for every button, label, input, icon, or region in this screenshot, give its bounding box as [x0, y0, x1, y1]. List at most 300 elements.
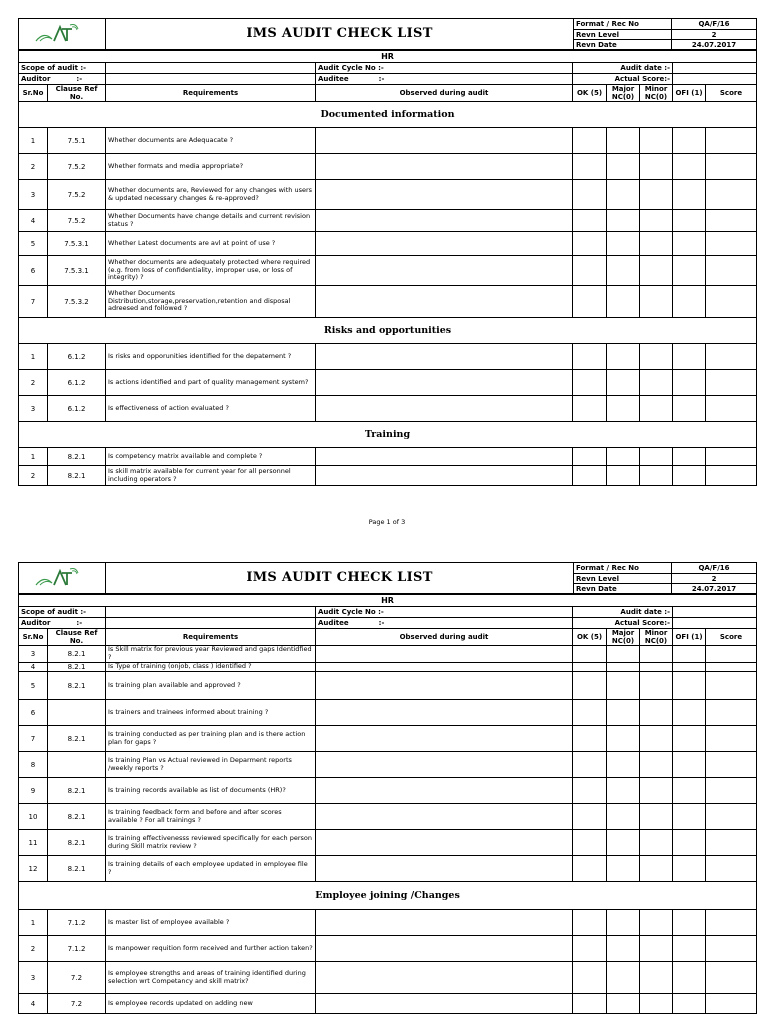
ok-cell[interactable]: [573, 663, 607, 672]
row-clause: 7.5.2: [48, 210, 106, 232]
observed-cell[interactable]: [316, 286, 573, 318]
row-requirement: Is competency matrix available and complete ?: [106, 448, 316, 466]
checklist-row: [19, 128, 757, 154]
checklist-row: [19, 344, 757, 370]
score-cell[interactable]: [706, 466, 757, 486]
ofi-cell[interactable]: [673, 466, 706, 486]
score-cell[interactable]: [706, 232, 757, 256]
minor-nc-cell[interactable]: [640, 646, 673, 663]
row-srno: 10: [19, 804, 48, 830]
section-title: Employee joining /Changes: [19, 882, 757, 910]
ok-cell[interactable]: [573, 856, 607, 882]
checklist-row: [19, 286, 757, 318]
ok-cell[interactable]: [573, 962, 607, 994]
checklist-row: [19, 466, 757, 486]
ofi-cell[interactable]: [673, 804, 706, 830]
row-requirement: Is training details of each employee updated in employee file ?: [106, 856, 316, 882]
ok-cell[interactable]: [573, 646, 607, 663]
header-table: [18, 562, 757, 594]
row-requirement: Whether Documents Distribution,storage,preservation,retention and disposal adreesed and followed ?: [106, 286, 316, 318]
observed-cell[interactable]: [316, 994, 573, 1014]
row-requirement: Whether documents are Adequacate ?: [106, 128, 316, 154]
checklist-row: [19, 396, 757, 422]
checklist-row: [19, 804, 757, 830]
row-requirement: Is employee records updated on adding new: [106, 994, 316, 1014]
major-nc-cell[interactable]: [607, 466, 640, 486]
ofi-cell[interactable]: [673, 154, 706, 180]
col-ok: OK (5): [573, 85, 607, 102]
checklist-row: [19, 154, 757, 180]
row-requirement: Is training effectivenesss reviewed specifically for each person during Skill matrix review ?: [106, 830, 316, 856]
row-srno: 4: [19, 663, 48, 672]
score-cell[interactable]: [706, 663, 757, 672]
ofi-cell[interactable]: [673, 286, 706, 318]
row-clause: 8.2.1: [48, 830, 106, 856]
auditor-label: Auditor :-: [19, 618, 106, 629]
format-label: Format / Rec No: [574, 19, 672, 30]
row-srno: 7: [19, 726, 48, 752]
major-nc-cell[interactable]: [607, 344, 640, 370]
ofi-cell[interactable]: [673, 778, 706, 804]
minor-nc-cell[interactable]: [640, 663, 673, 672]
revn-date-value: 24.07.2017: [672, 40, 757, 50]
audit-date-field[interactable]: [673, 63, 757, 74]
company-logo: [19, 19, 106, 50]
ok-cell[interactable]: [573, 726, 607, 752]
minor-nc-cell[interactable]: [640, 232, 673, 256]
major-nc-cell[interactable]: [607, 726, 640, 752]
row-clause: 7.5.3.1: [48, 256, 106, 286]
checklist-row: [19, 232, 757, 256]
actual-score-field[interactable]: [673, 618, 757, 629]
checklist-row: [19, 210, 757, 232]
col-clause: Clause Ref No.: [48, 629, 106, 646]
row-clause: 7.5.3.1: [48, 232, 106, 256]
observed-cell[interactable]: [316, 256, 573, 286]
section-title: Risks and opportunities: [19, 318, 757, 344]
observed-cell[interactable]: [316, 752, 573, 778]
scope-label: Scope of audit :-: [19, 607, 106, 618]
checklist-row: [19, 180, 757, 210]
ok-cell[interactable]: [573, 370, 607, 396]
score-cell[interactable]: [706, 286, 757, 318]
score-cell[interactable]: [706, 804, 757, 830]
checklist-row: [19, 672, 757, 700]
auditee-label: Auditee :-: [316, 74, 573, 85]
major-nc-cell[interactable]: [607, 752, 640, 778]
row-srno: 5: [19, 672, 48, 700]
actual-score-label: Actual Score:-: [573, 618, 673, 629]
actual-score-field[interactable]: [673, 74, 757, 85]
checklist-row: [19, 663, 757, 672]
checklist-row: [19, 752, 757, 778]
row-requirement: Is Type of training (onjob, class ) identified ?: [106, 663, 316, 672]
row-clause: 8.2.1: [48, 663, 106, 672]
row-clause: 7.5.2: [48, 180, 106, 210]
row-srno: 11: [19, 830, 48, 856]
ofi-cell[interactable]: [673, 856, 706, 882]
checklist-row: [19, 370, 757, 396]
observed-cell[interactable]: [316, 663, 573, 672]
ok-cell[interactable]: [573, 154, 607, 180]
section-header: [19, 422, 757, 448]
column-header-row: [19, 85, 757, 102]
minor-nc-cell[interactable]: [640, 286, 673, 318]
row-requirement: Is skill matrix available for current year for all personnel including operators ?: [106, 466, 316, 486]
checklist-table: [18, 594, 757, 1014]
format-label: Format / Rec No: [574, 563, 672, 574]
row-srno: 3: [19, 180, 48, 210]
ok-cell[interactable]: [573, 128, 607, 154]
row-srno: 12: [19, 856, 48, 882]
ofi-cell[interactable]: [673, 700, 706, 726]
audit-date-label: Audit date :-: [573, 63, 673, 74]
checklist-row: [19, 962, 757, 994]
row-requirement: Is employee strengths and areas of training identified during selection wrt Competancy and skill matrix?: [106, 962, 316, 994]
major-nc-cell[interactable]: [607, 856, 640, 882]
section-header: [19, 318, 757, 344]
major-nc-cell[interactable]: [607, 180, 640, 210]
minor-nc-cell[interactable]: [640, 180, 673, 210]
observed-cell[interactable]: [316, 646, 573, 663]
ofi-cell[interactable]: [673, 344, 706, 370]
row-srno: 2: [19, 936, 48, 962]
section-title: Training: [19, 422, 757, 448]
row-requirement: Is master list of employee available ?: [106, 910, 316, 936]
ofi-cell[interactable]: [673, 994, 706, 1014]
minor-nc-cell[interactable]: [640, 778, 673, 804]
ok-cell[interactable]: [573, 672, 607, 700]
minor-nc-cell[interactable]: [640, 210, 673, 232]
col-minor: Minor NC(0): [640, 85, 673, 102]
row-clause: [48, 700, 106, 726]
row-srno: 1: [19, 448, 48, 466]
scope-field[interactable]: [106, 607, 316, 618]
audit-date-field[interactable]: [673, 607, 757, 618]
score-cell[interactable]: [706, 344, 757, 370]
column-header-row: [19, 629, 757, 646]
row-requirement: Is training records available as list of documents (HR)?: [106, 778, 316, 804]
form-title: IMS AUDIT CHECK LIST: [106, 19, 574, 50]
observed-cell[interactable]: [316, 344, 573, 370]
major-nc-cell[interactable]: [607, 232, 640, 256]
row-clause: 7.5.3.2: [48, 286, 106, 318]
ofi-cell[interactable]: [673, 370, 706, 396]
score-cell[interactable]: [706, 672, 757, 700]
col-observed: Observed during audit: [316, 629, 573, 646]
ofi-cell[interactable]: [673, 672, 706, 700]
audit-date-label: Audit date :-: [573, 607, 673, 618]
score-cell[interactable]: [706, 962, 757, 994]
ok-cell[interactable]: [573, 778, 607, 804]
row-requirement: Is Skill matrix for previous year Reviewed and gaps Identidfied ?: [106, 646, 316, 663]
section-header: [19, 882, 757, 910]
minor-nc-cell[interactable]: [640, 128, 673, 154]
audit-cycle-label: Audit Cycle No :-: [316, 607, 573, 618]
row-clause: [48, 752, 106, 778]
major-nc-cell[interactable]: [607, 700, 640, 726]
revn-level-value: 2: [672, 30, 757, 40]
major-nc-cell[interactable]: [607, 210, 640, 232]
observed-cell[interactable]: [316, 778, 573, 804]
row-srno: 4: [19, 994, 48, 1014]
ok-cell[interactable]: [573, 286, 607, 318]
ofi-cell[interactable]: [673, 752, 706, 778]
format-value: QA/F/16: [672, 19, 757, 30]
row-srno: 2: [19, 154, 48, 180]
score-cell[interactable]: [706, 396, 757, 422]
observed-cell[interactable]: [316, 210, 573, 232]
logo-icon: [32, 565, 92, 589]
score-cell[interactable]: [706, 210, 757, 232]
observed-cell[interactable]: [316, 910, 573, 936]
major-nc-cell[interactable]: [607, 994, 640, 1014]
observed-cell[interactable]: [316, 672, 573, 700]
col-score: Score: [706, 629, 757, 646]
department-label: HR: [19, 51, 757, 63]
major-nc-cell[interactable]: [607, 663, 640, 672]
score-cell[interactable]: [706, 448, 757, 466]
checklist-row: [19, 994, 757, 1014]
minor-nc-cell[interactable]: [640, 396, 673, 422]
minor-nc-cell[interactable]: [640, 830, 673, 856]
row-requirement: Whether documents are, Reviewed for any changes with users & updated necessary changes & re-approved?: [106, 180, 316, 210]
ofi-cell[interactable]: [673, 646, 706, 663]
col-major: Major NC(0): [607, 629, 640, 646]
row-clause: 8.2.1: [48, 804, 106, 830]
major-nc-cell[interactable]: [607, 370, 640, 396]
ok-cell[interactable]: [573, 232, 607, 256]
row-srno: 6: [19, 256, 48, 286]
observed-cell[interactable]: [316, 700, 573, 726]
row-requirement: Whether Documents have change details and current revision status ?: [106, 210, 316, 232]
row-clause: 7.5.2: [48, 154, 106, 180]
auditor-field[interactable]: [106, 74, 316, 85]
score-cell[interactable]: [706, 856, 757, 882]
row-clause: 6.1.2: [48, 344, 106, 370]
revn-date-label: Revn Date: [574, 40, 672, 50]
checklist-row: [19, 726, 757, 752]
company-logo: [19, 563, 106, 594]
ok-cell[interactable]: [573, 936, 607, 962]
major-nc-cell[interactable]: [607, 256, 640, 286]
ofi-cell[interactable]: [673, 726, 706, 752]
checklist-table: [18, 50, 757, 486]
checklist-page-1: [18, 18, 756, 526]
score-cell[interactable]: [706, 778, 757, 804]
score-cell[interactable]: [706, 154, 757, 180]
observed-cell[interactable]: [316, 128, 573, 154]
ofi-cell[interactable]: [673, 936, 706, 962]
minor-nc-cell[interactable]: [640, 344, 673, 370]
row-srno: 1: [19, 910, 48, 936]
col-requirements: Requirements: [106, 629, 316, 646]
observed-cell[interactable]: [316, 370, 573, 396]
checklist-row: [19, 910, 757, 936]
ok-cell[interactable]: [573, 752, 607, 778]
row-requirement: Whether formats and media appropriate?: [106, 154, 316, 180]
ok-cell[interactable]: [573, 994, 607, 1014]
section-title: Documented information: [19, 102, 757, 128]
ok-cell[interactable]: [573, 180, 607, 210]
minor-nc-cell[interactable]: [640, 448, 673, 466]
major-nc-cell[interactable]: [607, 154, 640, 180]
checklist-row: [19, 256, 757, 286]
row-clause: 8.2.1: [48, 672, 106, 700]
major-nc-cell[interactable]: [607, 396, 640, 422]
ofi-cell[interactable]: [673, 232, 706, 256]
score-cell[interactable]: [706, 646, 757, 663]
actual-score-label: Actual Score:-: [573, 74, 673, 85]
col-srno: Sr.No: [19, 85, 48, 102]
ok-cell[interactable]: [573, 804, 607, 830]
major-nc-cell[interactable]: [607, 910, 640, 936]
minor-nc-cell[interactable]: [640, 154, 673, 180]
header-table: [18, 18, 757, 50]
row-requirement: Is training conducted as per training plan and is there action plan for gaps ?: [106, 726, 316, 752]
row-requirement: Is risks and opporunities identified for the depatement ?: [106, 344, 316, 370]
ok-cell[interactable]: [573, 910, 607, 936]
observed-cell[interactable]: [316, 804, 573, 830]
auditor-field[interactable]: [106, 618, 316, 629]
department-label: HR: [19, 595, 757, 607]
major-nc-cell[interactable]: [607, 672, 640, 700]
ok-cell[interactable]: [573, 210, 607, 232]
score-cell[interactable]: [706, 752, 757, 778]
minor-nc-cell[interactable]: [640, 752, 673, 778]
ofi-cell[interactable]: [673, 396, 706, 422]
score-cell[interactable]: [706, 830, 757, 856]
observed-cell[interactable]: [316, 448, 573, 466]
observed-cell[interactable]: [316, 962, 573, 994]
minor-nc-cell[interactable]: [640, 994, 673, 1014]
ofi-cell[interactable]: [673, 448, 706, 466]
ofi-cell[interactable]: [673, 910, 706, 936]
ok-cell[interactable]: [573, 344, 607, 370]
score-cell[interactable]: [706, 910, 757, 936]
checklist-row: [19, 700, 757, 726]
major-nc-cell[interactable]: [607, 962, 640, 994]
observed-cell[interactable]: [316, 180, 573, 210]
col-srno: Sr.No: [19, 629, 48, 646]
row-clause: 6.1.2: [48, 370, 106, 396]
row-clause: 6.1.2: [48, 396, 106, 422]
major-nc-cell[interactable]: [607, 646, 640, 663]
row-requirement: Whether documents are adequately protected where required (e.g. from loss of confidentiality, improper use, or loss of integrity) ?: [106, 256, 316, 286]
minor-nc-cell[interactable]: [640, 726, 673, 752]
major-nc-cell[interactable]: [607, 936, 640, 962]
score-cell[interactable]: [706, 994, 757, 1014]
major-nc-cell[interactable]: [607, 128, 640, 154]
row-srno: 9: [19, 778, 48, 804]
ok-cell[interactable]: [573, 256, 607, 286]
observed-cell[interactable]: [316, 726, 573, 752]
observed-cell[interactable]: [316, 466, 573, 486]
checklist-row: [19, 778, 757, 804]
col-minor: Minor NC(0): [640, 629, 673, 646]
minor-nc-cell[interactable]: [640, 672, 673, 700]
score-cell[interactable]: [706, 726, 757, 752]
observed-cell[interactable]: [316, 232, 573, 256]
major-nc-cell[interactable]: [607, 830, 640, 856]
row-clause: 8.2.1: [48, 466, 106, 486]
score-cell[interactable]: [706, 256, 757, 286]
major-nc-cell[interactable]: [607, 778, 640, 804]
revn-level-value: 2: [672, 574, 757, 584]
col-ok: OK (5): [573, 629, 607, 646]
scope-field[interactable]: [106, 63, 316, 74]
minor-nc-cell[interactable]: [640, 962, 673, 994]
minor-nc-cell[interactable]: [640, 256, 673, 286]
checklist-row: [19, 856, 757, 882]
form-title: IMS AUDIT CHECK LIST: [106, 563, 574, 594]
ok-cell[interactable]: [573, 448, 607, 466]
ofi-cell[interactable]: [673, 962, 706, 994]
row-srno: 3: [19, 646, 48, 663]
minor-nc-cell[interactable]: [640, 936, 673, 962]
checklist-row: [19, 936, 757, 962]
minor-nc-cell[interactable]: [640, 700, 673, 726]
ofi-cell[interactable]: [673, 830, 706, 856]
revn-level-label: Revn Level: [574, 30, 672, 40]
ofi-cell[interactable]: [673, 663, 706, 672]
row-requirement: Is manpower requition form received and further action taken?: [106, 936, 316, 962]
ok-cell[interactable]: [573, 396, 607, 422]
ofi-cell[interactable]: [673, 180, 706, 210]
score-cell[interactable]: [706, 128, 757, 154]
revn-level-label: Revn Level: [574, 574, 672, 584]
row-srno: 2: [19, 466, 48, 486]
major-nc-cell[interactable]: [607, 286, 640, 318]
observed-cell[interactable]: [316, 936, 573, 962]
score-cell[interactable]: [706, 370, 757, 396]
score-cell[interactable]: [706, 936, 757, 962]
minor-nc-cell[interactable]: [640, 856, 673, 882]
checklist-row: [19, 448, 757, 466]
row-srno: 1: [19, 344, 48, 370]
minor-nc-cell[interactable]: [640, 370, 673, 396]
observed-cell[interactable]: [316, 396, 573, 422]
row-requirement: Is effectiveness of action evaluated ?: [106, 396, 316, 422]
observed-cell[interactable]: [316, 830, 573, 856]
minor-nc-cell[interactable]: [640, 910, 673, 936]
row-srno: 2: [19, 370, 48, 396]
page-number: Page 1 of 3: [368, 518, 406, 526]
score-cell[interactable]: [706, 700, 757, 726]
ofi-cell[interactable]: [673, 256, 706, 286]
observed-cell[interactable]: [316, 154, 573, 180]
major-nc-cell[interactable]: [607, 804, 640, 830]
row-clause: 7.1.2: [48, 936, 106, 962]
checklist-page-2: [18, 562, 756, 1014]
ofi-cell[interactable]: [673, 128, 706, 154]
score-cell[interactable]: [706, 180, 757, 210]
observed-cell[interactable]: [316, 856, 573, 882]
row-srno: 8: [19, 752, 48, 778]
row-clause: 7.2: [48, 994, 106, 1014]
ok-cell[interactable]: [573, 830, 607, 856]
ok-cell[interactable]: [573, 466, 607, 486]
col-clause: Clause Ref No.: [48, 85, 106, 102]
major-nc-cell[interactable]: [607, 448, 640, 466]
ok-cell[interactable]: [573, 700, 607, 726]
col-score: Score: [706, 85, 757, 102]
col-observed: Observed during audit: [316, 85, 573, 102]
row-srno: 3: [19, 396, 48, 422]
ofi-cell[interactable]: [673, 210, 706, 232]
minor-nc-cell[interactable]: [640, 804, 673, 830]
minor-nc-cell[interactable]: [640, 466, 673, 486]
